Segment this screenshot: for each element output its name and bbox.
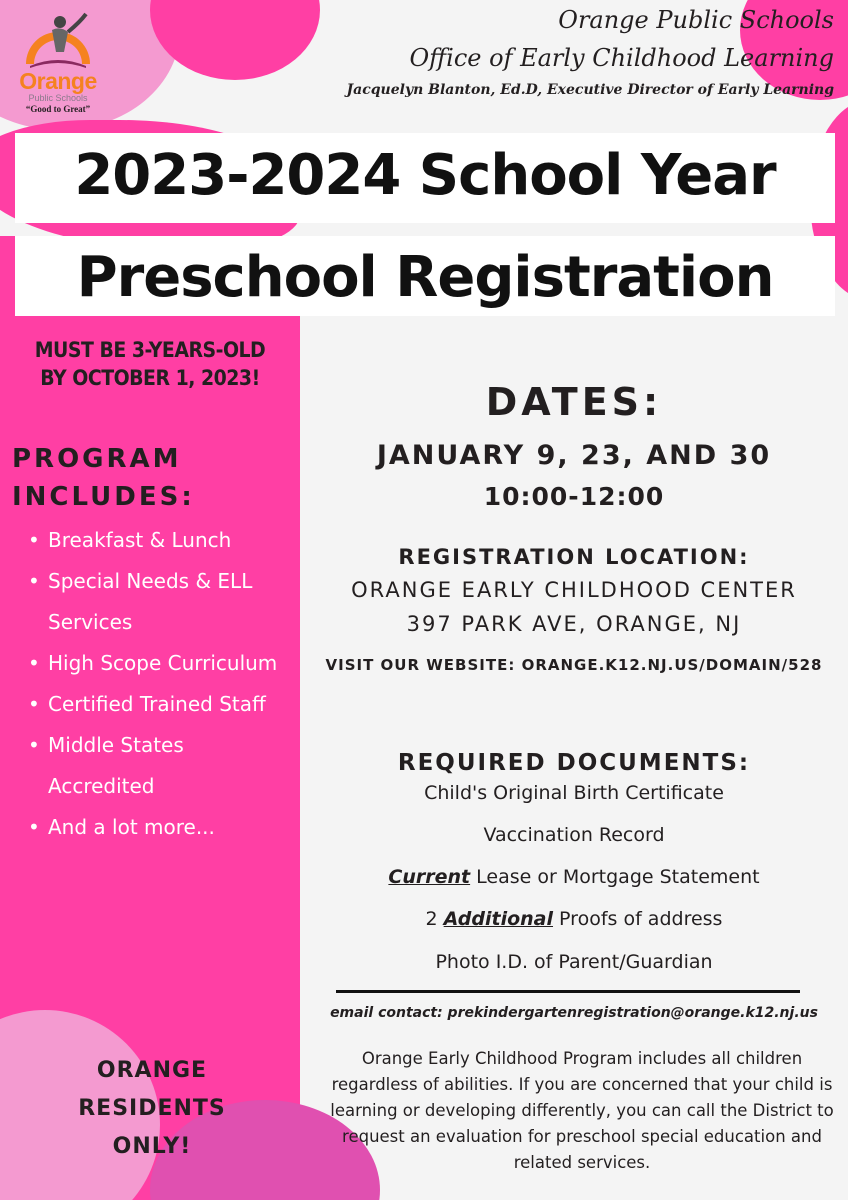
logo-word: Orange bbox=[19, 68, 97, 94]
document-item-lease bbox=[300, 866, 848, 888]
location-heading: REGISTRATION LOCATION: bbox=[398, 545, 750, 569]
program-item: • Breakfast & Lunch bbox=[26, 520, 296, 561]
program-item: • Middle States Accredited bbox=[26, 725, 296, 807]
document-item-proofs bbox=[300, 908, 848, 930]
additional-emphasis: Additional bbox=[443, 908, 554, 930]
residents-line-3: ONLY! bbox=[112, 1134, 192, 1159]
current-emphasis: Current bbox=[388, 866, 471, 888]
residents-notice bbox=[62, 1052, 242, 1166]
email-contact[interactable]: email contact: prekindergartenregistration@orange.k12.nj.us bbox=[330, 1005, 818, 1021]
proofs-count: 2 bbox=[425, 908, 444, 930]
age-requirement bbox=[0, 336, 300, 392]
location-address: 397 PARK AVE, ORANGE, NJ bbox=[406, 612, 742, 636]
program-item: • And a lot more... bbox=[26, 807, 296, 848]
program-item: • Certified Trained Staff bbox=[26, 684, 296, 725]
program-heading-line-1: PROGRAM bbox=[12, 444, 182, 474]
office-name: Office of Early Childhood Learning bbox=[409, 44, 834, 72]
document-item-vaccination: Vaccination Record bbox=[483, 824, 665, 846]
location-name: ORANGE EARLY CHILDHOOD CENTER bbox=[351, 578, 797, 602]
logo-tagline: “Good to Great” bbox=[25, 104, 91, 114]
program-list bbox=[26, 520, 296, 848]
program-item: • High Scope Curriculum bbox=[26, 643, 296, 684]
dates-time: 10:00-12:00 bbox=[483, 482, 665, 511]
age-line-2: BY OCTOBER 1, 2023! bbox=[40, 366, 260, 390]
document-item-photo-id: Photo I.D. of Parent/Guardian bbox=[435, 951, 713, 973]
director-name: Jacquelyn Blanton, Ed.D, Executive Director of Early Learning bbox=[346, 82, 834, 98]
proofs-text: Proofs of address bbox=[553, 908, 723, 930]
dates-days: JANUARY 9, 23, AND 30 bbox=[376, 440, 772, 471]
pink-blob-top-mid bbox=[150, 0, 320, 80]
program-item: • Special Needs & ELL Services bbox=[26, 561, 296, 643]
book-figure-icon bbox=[8, 8, 108, 70]
website-link[interactable]: VISIT OUR WEBSITE: ORANGE.K12.NJ.US/DOMAIN/528 bbox=[325, 656, 823, 674]
program-heading-line-2: INCLUDES: bbox=[12, 482, 195, 512]
residents-line-1: ORANGE bbox=[96, 1058, 208, 1083]
age-line-1: MUST BE 3-YEARS-OLD bbox=[34, 338, 266, 362]
divider bbox=[336, 990, 800, 993]
documents-heading: REQUIRED DOCUMENTS: bbox=[397, 750, 751, 776]
lease-text: Lease or Mortgage Statement bbox=[470, 866, 760, 888]
registration-banner: Preschool Registration bbox=[15, 236, 835, 316]
district-logo bbox=[8, 8, 108, 118]
document-item-birth-certificate: Child's Original Birth Certificate bbox=[424, 782, 724, 804]
dates-heading: DATES: bbox=[485, 380, 663, 424]
residents-line-2: RESIDENTS bbox=[78, 1096, 226, 1121]
program-heading bbox=[12, 440, 195, 516]
program-description: Orange Early Childhood Program includes all children regardless of abilities. If you are concerned that your child is learning or developing differently, you can call the District to request an evaluation for preschool special education and related services. bbox=[330, 1049, 834, 1172]
district-name: Orange Public Schools bbox=[558, 6, 834, 34]
logo-subtitle: Public Schools bbox=[28, 93, 88, 103]
school-year-banner: 2023-2024 School Year bbox=[15, 133, 835, 223]
